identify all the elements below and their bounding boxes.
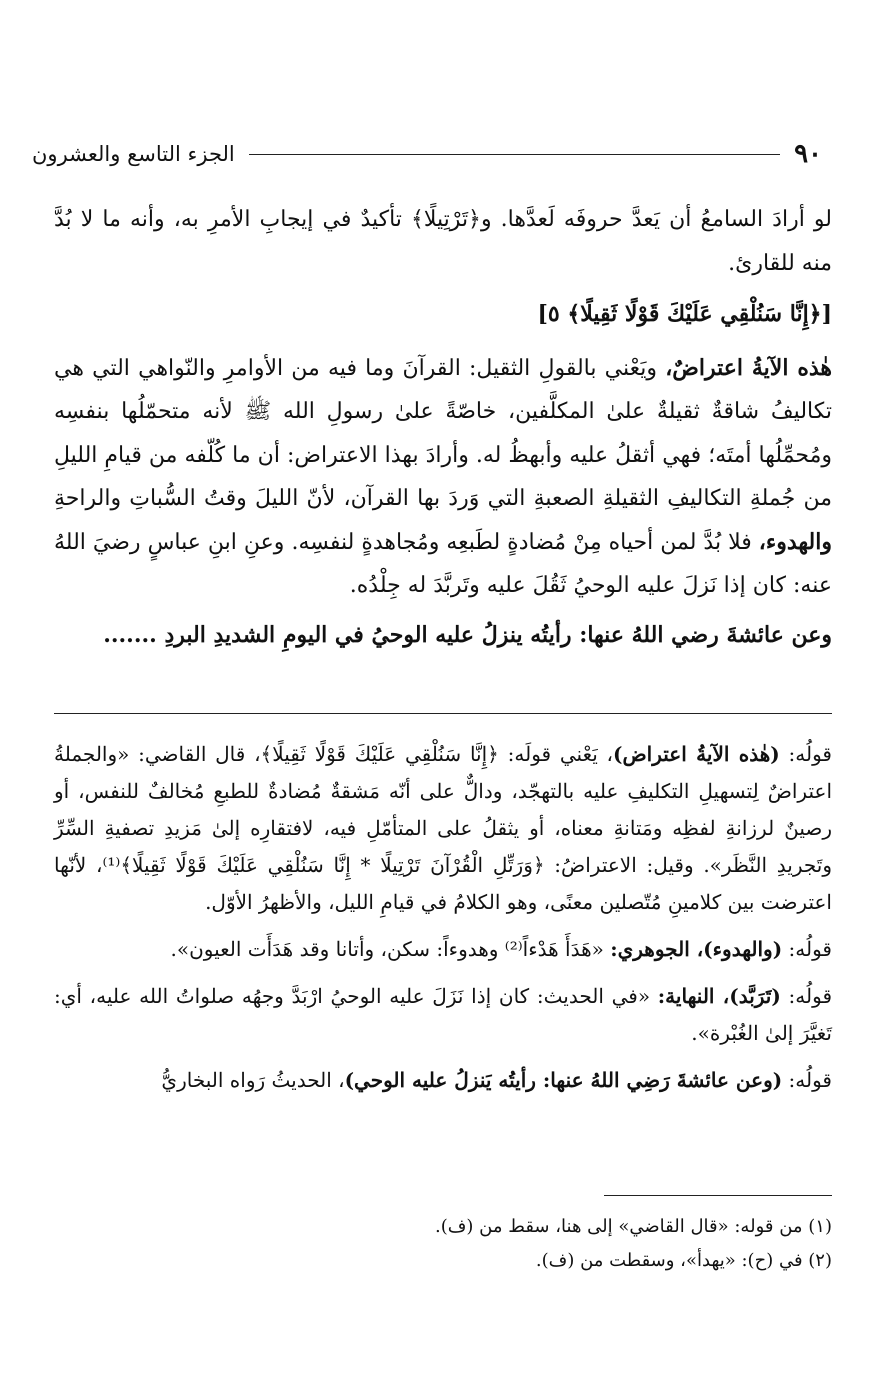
paragraph-2-text: ويَعْني بالقولِ الثقيل: القرآنَ وما فيه من الأوامرِ والنّواهي التي هي تكاليفُ شاقةٌ ثقيلةٌ علىٰ المكلَّفين، خاصّةً علىٰ رسولِ الله ﷺ لأنه متحمّلُها بنفسِه ومُحمِّلُها أمتَه؛ فهي أثقلُ عليه وأبهظُ له. وأرادَ بهذا الاعتراض: أن ما كُلّفه من قيامِ الليلِ من جُملةِ التكاليفِ الثقيلةِ الصعبةِ التي وَردَ بها القرآن، لأنّ الليلَ وقتُ السُّباتِ والراحةِ: [54, 355, 832, 511]
main-paragraph-3: وعن عائشةَ رضي اللهُ عنها: رأيتُه ينزلُ عليه الوحيُ في اليومِ الشديدِ البردِ .......: [103, 621, 832, 648]
commentary-2: [54, 931, 832, 968]
running-header: [32, 134, 822, 174]
main-paragraph-1: لو أرادَ السامعُ أن يَعدَّ حروفَه لَعدَّها. و﴿تَرْتِيلًا﴾ تأكيدٌ في إيجابِ الأمرِ به، وأنه ما لا بُدَّ منه للقارئ.: [54, 207, 832, 276]
commentary-2-lead: قولُه:: [782, 937, 832, 961]
commentary-2-text: «هَدَأَ هَدْءاً⁽²⁾ وهدوءاً: سكن، وأتانا وقد هَدَأَت العيون».: [170, 937, 611, 961]
commentary-1-lead: قولُه:: [779, 742, 832, 766]
footnotes: [54, 1210, 832, 1278]
footnote-rule: [604, 1195, 832, 1196]
part-title: الجزء التاسع والعشرون: [32, 142, 235, 166]
commentary-4-lead: قولُه:: [782, 1068, 832, 1092]
commentary-4-bold: (وعن عائشةَ رَضِي اللهُ عنها: رأيتُه يَنزلُ عليه الوحي): [344, 1068, 783, 1092]
commentary-1-text: ، يَعْني قولَه: ﴿إِنَّا سَنُلْقِي عَلَيْكَ قَوْلًا ثَقِيلًا﴾، قال القاضي: «والجملةُ اعتراضٌ لِتسهيلِ التكليفِ عليه بالتهجّد، ودالٌّ على أنّه مَشقةٌ مُضادةٌ للطبعِ مُخالفٌ للنفس، أو رصينٌ لرزانةِ لفظِه ومَتانةِ معناه، أو يثقلُ على المتأمّلِ فيه، لافتقارِه إلىٰ مَزيدِ تصفيةِ السِّرِّ وتَجريدِ النَّظَر». وقيل: الاعتراضُ: ﴿وَرَتِّلِ الْقُرْآنَ تَرْتِيلًا * إِنَّا سَنُلْقِي عَلَيْكَ قَوْلًا ثَقِيلًا﴾⁽¹⁾، لأنّها اعترضت بين كلامينِ مُتّصلين معنًى، وهو الكلامُ في قيامِ الليل، والأظهرُ الأوّل.: [54, 742, 833, 914]
commentary-3-text: «في الحديث: كان إذا نَزَلَ عليه الوحيُ ارْبَدَّ وجهُه صلواتُ الله عليه، أي: تَغيَّرَ إلىٰ الغُبْرة».: [54, 984, 832, 1045]
commentary-section: [54, 736, 832, 1109]
commentary-3-lead: قولُه:: [780, 984, 833, 1008]
paragraph-2-tail: فلا بُدَّ لمن أحياه مِنْ مُضادةٍ لطَبعِه ومُجاهدةٍ لنفسِه. وعنِ ابنِ عباسٍ رضيَ اللهُ عنه: كان إذا نَزلَ عليه الوحيُ ثَقُلَ عليه وتَربَّدَ له جِلْدُه.: [54, 529, 832, 598]
quran-verse: [﴿إِنَّا سَنُلْقِي عَلَيْكَ قَوْلًا ثَقِيلًا﴾ ٥]: [537, 301, 832, 327]
text-divider: [54, 713, 832, 714]
commentary-4-text: ، الحديثُ رَواه البخاريُّ: [161, 1068, 345, 1092]
commentary-3: [54, 978, 832, 1052]
commentary-4: [54, 1062, 832, 1099]
footnote-2: (٢) في (ح): «يهدأ»، وسقطت من (ف).: [535, 1250, 832, 1271]
commentary-1-bold: (هٰذه الآيةُ اعتراض): [613, 742, 780, 766]
commentary-3-bold: (تَرَبَّد)، النهاية:: [657, 984, 781, 1008]
footnote-1: (١) من قوله: «قال القاضي» إلى هنا، سقط من (ف).: [435, 1216, 832, 1237]
paragraph-2-bold: والهدوء،: [758, 528, 832, 555]
commentary-2-bold: (والهدوء)، الجوهري:: [610, 937, 783, 961]
main-paragraph-2: [54, 347, 832, 608]
paragraph-2-lead: هٰذه الآيةُ اعتراضٌ،: [665, 354, 832, 381]
main-text: [54, 198, 832, 657]
commentary-1: [54, 736, 832, 921]
header-rule: [249, 154, 780, 155]
page-number: ٩٠: [794, 139, 822, 169]
